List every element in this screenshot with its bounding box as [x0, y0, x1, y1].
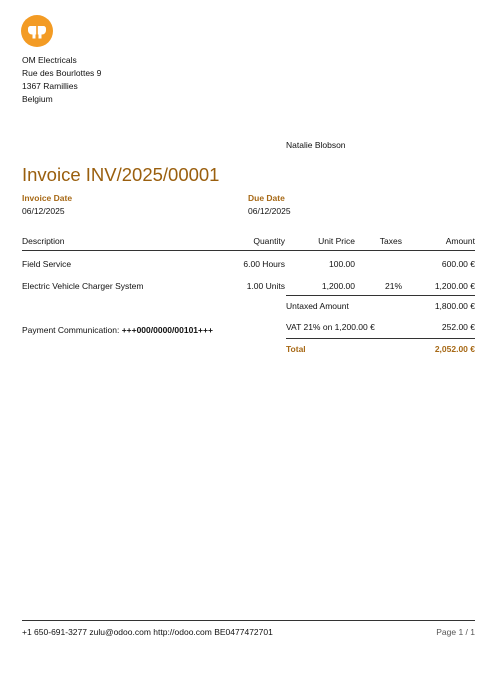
line-unit-price: 1,200.00 [321, 281, 355, 291]
totals-block [286, 295, 475, 360]
page-number: Page 1 / 1 [436, 627, 475, 637]
total-label: Total [286, 344, 306, 354]
vat-label: VAT 21% on 1,200.00 € [286, 322, 375, 332]
total-value: 2,052.00 € [434, 344, 475, 354]
total-row [286, 338, 475, 360]
vat-row [286, 317, 475, 338]
footer-contact: +1 650-691-3277 zulu@odoo.com http://odoo.com BE0477472701 [22, 627, 273, 637]
table-row [22, 273, 475, 295]
line-description: Electric Vehicle Charger System [22, 281, 144, 291]
company-logo-icon [21, 15, 53, 47]
invoice-title: Invoice INV/2025/00001 [22, 164, 220, 185]
due-date-value: 06/12/2025 [248, 206, 291, 216]
line-taxes: 21% [384, 281, 402, 291]
header-unit-price: Unit Price [318, 236, 355, 246]
line-unit-price: 100.00 [329, 259, 355, 269]
invoice-date-block [22, 193, 72, 216]
table-header-row [22, 233, 475, 251]
untaxed-value: 1,800.00 € [434, 301, 475, 311]
table-row [22, 251, 475, 273]
due-date-block [248, 193, 291, 216]
vat-value: 252.00 € [441, 322, 475, 332]
header-description: Description [22, 236, 65, 246]
payment-communication [22, 325, 213, 335]
line-quantity: 1.00 Units [246, 281, 285, 291]
company-address [22, 54, 101, 106]
line-quantity: 6.00 Hours [243, 259, 285, 269]
invoice-date-label: Invoice Date [22, 193, 73, 203]
untaxed-label: Untaxed Amount [286, 301, 349, 311]
invoice-date-value: 06/12/2025 [22, 206, 65, 216]
company-street: Rue des Bourlottes 9 [22, 68, 102, 78]
company-name: OM Electricals [22, 55, 77, 65]
company-country: Belgium [22, 94, 53, 104]
untaxed-row [286, 295, 475, 317]
line-amount: 600.00 € [441, 259, 475, 269]
due-date-label: Due Date [248, 193, 285, 203]
partner-name: Natalie Blobson [286, 140, 346, 150]
company-city: 1367 Ramillies [22, 81, 78, 91]
payment-reference: +++000/0000/00101+++ [121, 325, 213, 335]
line-description: Field Service [22, 259, 72, 269]
payment-label: Payment Communication: [22, 325, 122, 335]
header-quantity: Quantity [253, 236, 285, 246]
header-taxes: Taxes [379, 236, 402, 246]
line-amount: 1,200.00 € [434, 281, 475, 291]
invoice-lines-table [22, 233, 475, 295]
footer-divider [22, 620, 475, 621]
header-amount: Amount [445, 236, 475, 246]
